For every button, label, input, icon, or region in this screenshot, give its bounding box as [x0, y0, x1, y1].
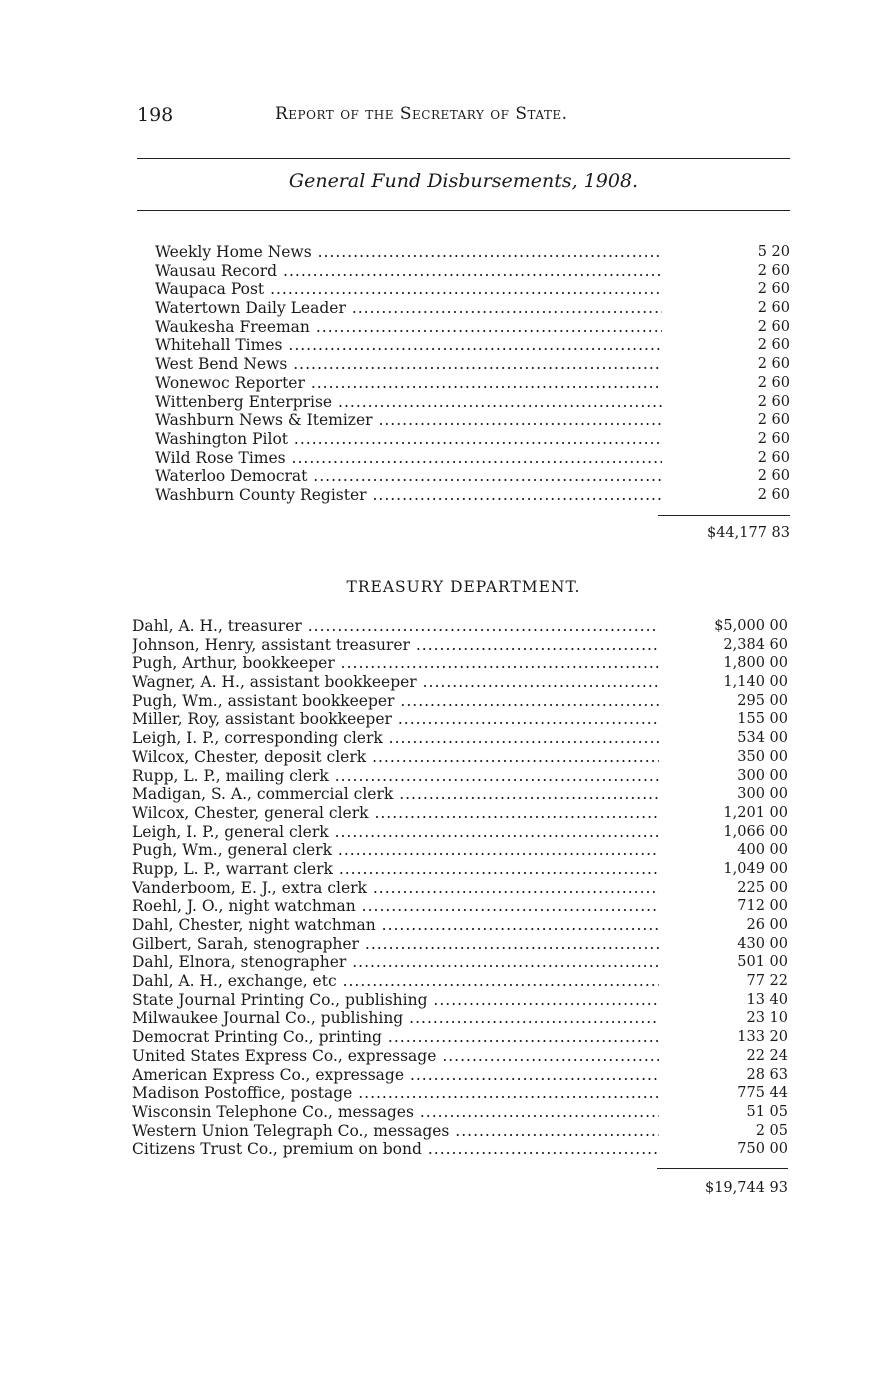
entry-amount: 2 60 [757, 449, 790, 466]
entry-name: Wild Rose Times ..... [155, 449, 662, 468]
entry-name: Wagner, A. H., assistant bookkeeper ..... [132, 673, 659, 692]
entry-name: Washburn News & Itemizer ..... [155, 411, 662, 430]
entry-amount: 1,140 00 [723, 674, 788, 691]
entry-name: Roehl, J. O., night watchman ..... [132, 897, 659, 916]
entry-name: Wonewoc Reporter ..... [155, 374, 662, 393]
entry-name: Western Union Telegraph Co., messages ..... [132, 1122, 659, 1141]
entry-name: Leigh, I. P., corresponding clerk ..... [132, 729, 659, 748]
list-item [132, 1103, 788, 1122]
entry-amount: 51 05 [746, 1103, 788, 1120]
entry-name: Madigan, S. A., commercial clerk ..... [132, 785, 659, 804]
list-item [132, 673, 788, 692]
entry-amount: 2 05 [755, 1122, 788, 1139]
list-item [155, 486, 790, 505]
list-item [132, 1009, 788, 1028]
page-number: 198 [137, 104, 174, 126]
entry-amount: 13 40 [746, 991, 788, 1008]
list-item [132, 748, 788, 767]
entry-name: Wisconsin Telephone Co., messages ..... [132, 1103, 659, 1122]
list-item [132, 804, 788, 823]
papers-total: $44,177 83 [706, 525, 790, 541]
newspaper-list [155, 243, 790, 505]
entry-amount: 2 60 [757, 356, 790, 373]
entry-amount: 2 60 [757, 300, 790, 317]
list-item [132, 636, 788, 655]
list-item [132, 729, 788, 748]
entry-name: Washburn County Register ..... [155, 486, 662, 505]
list-item [132, 1140, 788, 1159]
list-item [132, 1028, 788, 1047]
entry-amount: 2 60 [757, 262, 790, 279]
entry-amount: 400 00 [737, 842, 788, 859]
entry-name: United States Express Co., expressage ..... [132, 1047, 659, 1066]
entry-amount: 2 60 [757, 430, 790, 447]
entry-amount: 1,066 00 [723, 823, 788, 840]
list-item [155, 280, 790, 299]
list-item [155, 355, 790, 374]
entry-name: Waupaca Post ..... [155, 280, 662, 299]
list-item [132, 654, 788, 673]
entry-amount: 5 20 [757, 244, 790, 260]
entry-name: American Express Co., expressage ..... [132, 1066, 659, 1085]
entry-amount: 133 20 [737, 1029, 788, 1046]
entry-name: Democrat Printing Co., printing ..... [132, 1028, 659, 1047]
entry-amount: $5,000 00 [714, 618, 788, 634]
entry-amount: 775 44 [737, 1085, 788, 1102]
treasury-total: $19,744 93 [704, 1180, 788, 1196]
entry-amount: 2 60 [757, 412, 790, 429]
list-item [132, 860, 788, 879]
entry-name: Wausau Record ..... [155, 262, 662, 281]
list-item [155, 393, 790, 412]
list-item [155, 430, 790, 449]
entry-name: Washington Pilot ..... [155, 430, 662, 449]
list-item [132, 841, 788, 860]
entry-amount: 1,049 00 [723, 860, 788, 877]
list-item [132, 710, 788, 729]
entry-name: Wilcox, Chester, general clerk ..... [132, 804, 659, 823]
entry-amount: 295 00 [737, 692, 788, 709]
list-item [132, 897, 788, 916]
list-item [132, 823, 788, 842]
entry-name: Madison Postoffice, postage ..... [132, 1084, 659, 1103]
entry-amount: 2 60 [757, 393, 790, 410]
entry-amount: 2,384 60 [723, 636, 788, 653]
list-item [132, 991, 788, 1010]
entry-name: Miller, Roy, assistant bookkeeper ..... [132, 710, 659, 729]
entry-amount: 22 24 [746, 1047, 788, 1064]
entry-name: Rupp, L. P., warrant clerk ..... [132, 860, 659, 879]
entry-amount: 300 00 [737, 786, 788, 803]
entry-name: Weekly Home News ..... [155, 243, 662, 262]
treasury-total-rule [657, 1168, 788, 1169]
entry-name: Rupp, L. P., mailing clerk ..... [132, 767, 659, 786]
entry-name: Whitehall Times ..... [155, 336, 662, 355]
list-item [132, 617, 788, 636]
entry-name: Dahl, Chester, night watchman ..... [132, 916, 659, 935]
entry-amount: 28 63 [746, 1066, 788, 1083]
list-item [132, 1047, 788, 1066]
entry-amount: 2 60 [757, 374, 790, 391]
entry-amount: 155 00 [737, 711, 788, 728]
entry-amount: 2 60 [757, 468, 790, 485]
list-item [155, 411, 790, 430]
list-item [155, 318, 790, 337]
entry-name: Citizens Trust Co., premium on bond ..... [132, 1140, 659, 1159]
list-item [132, 1084, 788, 1103]
entry-amount: 2 60 [757, 318, 790, 335]
list-item [132, 935, 788, 954]
entry-name: Wilcox, Chester, deposit clerk ..... [132, 748, 659, 767]
list-item [155, 449, 790, 468]
entry-amount: 1,800 00 [723, 655, 788, 672]
entry-amount: 77 22 [746, 973, 788, 990]
entry-name: Leigh, I. P., general clerk ..... [132, 823, 659, 842]
entry-name: West Bend News ..... [155, 355, 662, 374]
entry-name: Milwaukee Journal Co., publishing ..... [132, 1009, 659, 1028]
list-item [155, 243, 790, 262]
entry-amount: 23 10 [746, 1010, 788, 1027]
entry-name: Dahl, A. H., exchange, etc ..... [132, 972, 659, 991]
entry-name: Vanderboom, E. J., extra clerk ..... [132, 879, 659, 898]
list-item [132, 1122, 788, 1141]
entry-amount: 2 60 [757, 337, 790, 354]
list-item [155, 336, 790, 355]
list-item [132, 1066, 788, 1085]
entry-name: Dahl, A. H., treasurer ..... [132, 617, 659, 636]
treasury-heading: TREASURY DEPARTMENT. [346, 578, 581, 596]
treasury-list [132, 617, 788, 1159]
entry-name: Watertown Daily Leader ..... [155, 299, 662, 318]
entry-name: Wittenberg Enterprise ..... [155, 393, 662, 412]
entry-amount: 750 00 [737, 1141, 788, 1158]
entry-amount: 26 00 [746, 917, 788, 933]
running-title: Report of the Secretary of State. [275, 104, 568, 124]
entry-amount: 300 00 [737, 767, 788, 784]
entry-name: Pugh, Wm., assistant bookkeeper ..... [132, 692, 659, 711]
list-item [132, 879, 788, 898]
entry-name: Pugh, Arthur, bookkeeper ..... [132, 654, 659, 673]
entry-amount: 501 00 [737, 954, 788, 971]
list-item [155, 262, 790, 281]
top-rule [137, 158, 790, 159]
entry-name: Gilbert, Sarah, stenographer ..... [132, 935, 659, 954]
list-item [132, 953, 788, 972]
entry-name: Pugh, Wm., general clerk ..... [132, 841, 659, 860]
entry-amount: 1,201 00 [723, 804, 788, 821]
entry-name: Waukesha Freeman ..... [155, 318, 662, 337]
entry-name: Waterloo Democrat ..... [155, 467, 662, 486]
list-item [132, 785, 788, 804]
list-item [155, 299, 790, 318]
entry-name: Johnson, Henry, assistant treasurer ..... [132, 636, 659, 655]
entry-name: Dahl, Elnora, stenographer ..... [132, 953, 659, 972]
entry-amount: 430 00 [737, 935, 788, 952]
entry-amount: 534 00 [737, 730, 788, 747]
list-item [132, 692, 788, 711]
list-item [155, 374, 790, 393]
list-item [132, 972, 788, 991]
list-item [132, 767, 788, 786]
subtitle-rule [137, 210, 790, 211]
list-item [155, 467, 790, 486]
entry-amount: 2 60 [757, 281, 790, 298]
entry-amount: 712 00 [737, 898, 788, 915]
papers-total-rule [658, 515, 790, 516]
entry-name: State Journal Printing Co., publishing ..... [132, 991, 659, 1010]
section-subtitle: General Fund Disbursements, 1908. [288, 170, 639, 192]
entry-amount: 225 00 [737, 879, 788, 896]
entry-amount: 2 60 [757, 486, 790, 503]
entry-amount: 350 00 [737, 748, 788, 765]
list-item [132, 916, 788, 935]
